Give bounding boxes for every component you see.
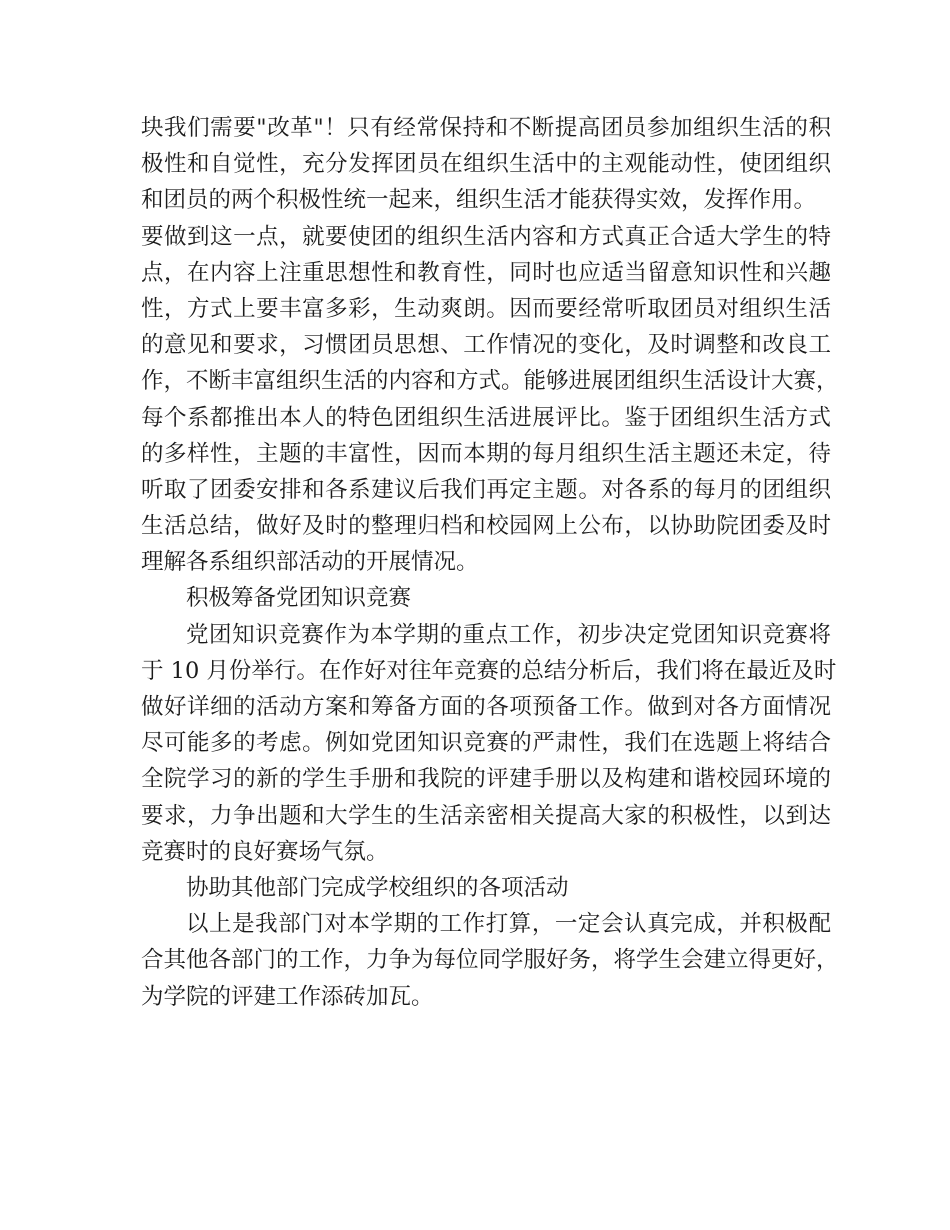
text-line: 块我们需要"改革"！只有经常保持和不断提高团员参加组织生活的积 bbox=[141, 115, 831, 141]
text-line: 的意见和要求，习惯团员思想、工作情况的变化，及时调整和改良工 bbox=[141, 332, 831, 359]
document-body bbox=[141, 110, 839, 1015]
heading-text: 积极筹备党团知识竞赛 bbox=[186, 585, 412, 612]
heading-text: 协助其他部门完成学校组织的各项活动 bbox=[186, 874, 569, 901]
paragraph-conclusion bbox=[141, 906, 839, 1015]
text-line: 作，不断丰富组织生活的内容和方式。能够进展团组织生活设计大赛， bbox=[141, 368, 839, 395]
text-line: 的多样性，主题的丰富性，因而本期的每月组织生活主题还未定，待 bbox=[141, 440, 831, 467]
paragraph-organization-life bbox=[141, 219, 839, 581]
text-line: 做好详细的活动方案和筹备方面的各项预备工作。做到对各方面情况 bbox=[141, 694, 831, 720]
text-line: 听取了团委安排和各系建议后我们再定主题。对各系的每月的团组织 bbox=[141, 476, 831, 503]
text-line: 合其他各部门的工作，力争为每位同学服好务，将学生会建立得更好， bbox=[141, 947, 839, 974]
text-line: 竞赛时的良好赛场气氛。 bbox=[141, 838, 389, 865]
text-line: 尽可能多的考虑。例如党团知识竞赛的严肃性，我们在选题上将结合 bbox=[141, 730, 831, 757]
text-line: 生活总结，做好及时的整理归档和校园网上公布，以协助院团委及时 bbox=[141, 513, 831, 540]
section-heading-knowledge-contest bbox=[141, 580, 831, 616]
text-line: 全院学习的新的学生手册和我院的评建手册以及构建和谐校园环境的 bbox=[141, 766, 831, 793]
text-line: 以上是我部门对本学期的工作打算，一定会认真完成，并积极配 bbox=[186, 911, 831, 938]
text-line: 和团员的两个积极性统一起来，组织生活才能获得实效，发挥作用。 bbox=[141, 187, 817, 214]
text-line: 为学院的评建工作添砖加瓦。 bbox=[141, 983, 434, 1010]
section-heading-assist-departments bbox=[141, 870, 831, 906]
text-line: 性，方式上要丰富多彩，生动爽朗。因而要经常听取团员对组织生活 bbox=[141, 295, 831, 322]
text-line: 党团知识竞赛作为本学期的重点工作，初步决定党团知识竞赛将 bbox=[186, 621, 831, 648]
text-line: 理解各系组织部活动的开展情况。 bbox=[141, 549, 479, 576]
text-line: 于 10 月份举行。在作好对往年竞赛的总结分析后，我们将在最近及时 bbox=[141, 657, 837, 684]
text-line: 极性和自觉性，充分发挥团员在组织生活中的主观能动性，使团组织 bbox=[141, 151, 831, 178]
text-line: 点，在内容上注重思想性和教育性，同时也应适当留意知识性和兴趣 bbox=[141, 259, 831, 286]
text-line: 每个系都推出本人的特色团组织生活进展评比。鉴于团组织生活方式 bbox=[141, 404, 831, 431]
text-line: 要做到这一点，就要使团的组织生活内容和方式真正合适大学生的特 bbox=[141, 223, 831, 250]
paragraph-continuation bbox=[141, 110, 831, 219]
paragraph-knowledge-contest bbox=[141, 617, 837, 870]
text-line: 要求，力争出题和大学生的生活亲密相关提高大家的积极性，以到达 bbox=[141, 802, 831, 829]
